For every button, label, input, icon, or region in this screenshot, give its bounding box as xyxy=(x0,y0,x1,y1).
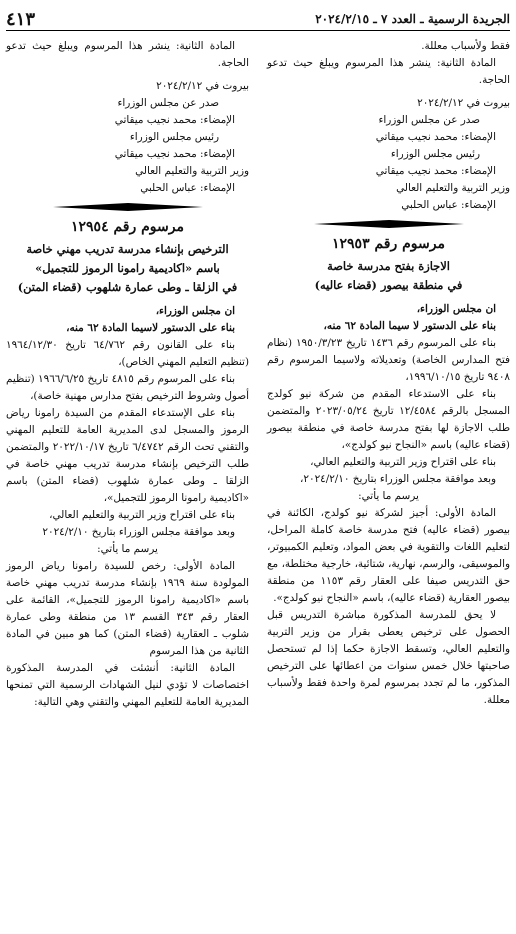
article-two: المادة الثانية: أنشئت في المدرسة المذكورة اختصاصات لا تؤدي لنيل الشهادات الرسمية التي تمنحها المديرية العامة للتعليم المهني والتقني وهي التالية: xyxy=(6,662,249,708)
article-one: المادة الأولى: رخص للسيدة رامونا رياض الرموز المولودة سنة ١٩٦٩ بإنشاء مدرسة تدريب مهني خاصة باسم «اكاديمية رامونا الرموز للتجميل»، القائمة على العقار رقم ٣٤٣ القسم ١٣ من منطقة وطى عمارة شلوب ـ العقارية (قضاء المتن) كما هو مبين في المادة الثانية من هذا المرسوم xyxy=(6,560,249,657)
paragraph: وبعد موافقة مجلس الوزراء بتاريخ ٢٠٢٤/٢/١٠، xyxy=(300,473,496,485)
divider-ornament xyxy=(314,220,464,228)
date-line: بيروت في ٢٠٢٤/٢/١٢ xyxy=(156,80,249,92)
left-column xyxy=(6,38,249,711)
issued-line: صدر عن مجلس الوزراء xyxy=(117,97,219,109)
text-line: فقط ولأسباب معللة. xyxy=(421,40,510,52)
page-header xyxy=(6,8,510,31)
decree-title: مرسوم رقم ١٢٩٥٣ xyxy=(332,236,445,252)
council-line: ان مجلس الوزراء، xyxy=(416,303,496,315)
paragraph: وبعد موافقة مجلس الوزراء بتاريخ ٢٠٢٤/٢/١٠ xyxy=(42,526,235,538)
article-two: المادة الثانية: ينشر هذا المرسوم ويبلغ حيث تدعو الحاجة. xyxy=(6,40,249,69)
paragraph: بناء على الاستدعاء المقدم من شركة نيو كولدج المسجل بالرقم ١٢/٤٥٨٤ تاريخ ٢٠٢٣/٠٥/٢٤ والمتضمن طلب الاجازة لها بفتح مدرسة خاصة في منطقة بيصور (قضاء عاليه) باسم «النجاح نيو كولدج»، xyxy=(267,388,510,451)
paragraph: بناء على اقتراح وزير التربية والتعليم العالي، xyxy=(310,456,496,468)
paragraph: يرسم ما يأتي: xyxy=(97,543,158,555)
right-column xyxy=(267,38,510,709)
minister-title: وزير التربية والتعليم العالي xyxy=(135,165,249,177)
date-line: بيروت في ٢٠٢٤/٢/١٢ xyxy=(417,97,510,109)
council-line: ان مجلس الوزراء، xyxy=(155,305,235,317)
signature-line: الإمضاء: عباس الحلبي xyxy=(401,199,496,211)
divider-ornament xyxy=(53,203,203,211)
paragraph: بناء على القانون رقم ٦٤/٧٦٢ تاريخ ١٩٦٤/١٢/٣٠ (تنظيم التعليم المهني الخاص)، xyxy=(6,339,249,368)
signature-line: الإمضاء: محمد نجيب ميقاتي xyxy=(114,114,235,126)
decree-subject: في الزلقا ـ وطى عمارة شلهوب (قضاء المتن) xyxy=(17,280,238,294)
paragraph: بناء على المرسوم رقم ١٤٣٦ تاريخ ١٩٥٠/٣/٢٣ (نظام فتح المدارس الخاصة) وتعديلاته ولاسيما المرسوم رقم ٩٤٠٨ تاريخ ١٩٩٦/١٠/١٥، xyxy=(267,337,510,383)
signature-line: الإمضاء: محمد نجيب ميقاتي xyxy=(114,148,235,160)
paragraph: بناء على المرسوم رقم ٤٨١٥ تاريخ ١٩٦٦/٦/٢٥ (تنظيم أصول وشروط الترخيص بفتح مدارس مهنية خاصة)، xyxy=(6,373,249,402)
decree-subject: الاجازة بفتح مدرسة خاصة xyxy=(327,259,450,273)
pm-title: رئيس مجلس الوزراء xyxy=(129,131,219,143)
article-one: المادة الأولى: أجيز لشركة نيو كولدج، الكائنة في بيصور (قضاء عاليه) فتح مدرسة خاصة كاملة المراحل، لتعليم اللغات والتقوية في بعض المواد، وتعليم الكمبيوتر، والموسيقى، والرسم، نهارية، شتائية، خارجية مختلطة، مع حق التدريس صيفا على العقار رقم ١١٥٣ من منطقة بيصور العقارية (قضاء عاليه)، باسم «النجاح نيو كولدج». xyxy=(267,507,510,604)
paragraph: بناء على الدستور لاسيما المادة ٦٢ منه، xyxy=(66,322,235,334)
paragraph: بناء على الدستور لا سيما المادة ٦٢ منه، xyxy=(323,320,496,332)
signature-line: الإمضاء: محمد نجيب ميقاتي xyxy=(375,165,496,177)
signature-line: الإمضاء: محمد نجيب ميقاتي xyxy=(375,131,496,143)
header-title: الجريدة الرسمية ـ العدد ٧ ـ ٢٠٢٤/٢/١٥ xyxy=(315,12,510,26)
decree-title: مرسوم رقم ١٢٩٥٤ xyxy=(71,219,184,235)
paragraph: بناء على اقتراح وزير التربية والتعليم العالي، xyxy=(49,509,235,521)
decree-subject: الترخيص بإنشاء مدرسة تدريب مهني خاصة xyxy=(26,242,229,256)
pm-title: رئيس مجلس الوزراء xyxy=(390,148,480,160)
page-number: ٤١٣ xyxy=(6,8,36,30)
minister-title: وزير التربية والتعليم العالي xyxy=(396,182,510,194)
decree-subject: في منطقة بيصور (قضاء عاليه) xyxy=(314,278,463,292)
issued-line: صدر عن مجلس الوزراء xyxy=(378,114,480,126)
paragraph: يرسم ما يأتي: xyxy=(358,490,419,502)
paragraph: بناء على الإستدعاء المقدم من السيدة رامونا رياض الرموز والمسجل لدى المديرية العامة للتعليم المهني والتقني تحت الرقم ٦/٤٧٤٢ تاريخ ٢٠٢٢/١٠/١٧ والمتضمن طلب الترخيص بإنشاء مدرسة تدريب مهني خاصة في الزلقا ـ وطى عمارة شلهوب (قضاء المتن) باسم «اكاديمية رامونا الرموز للتجميل»، xyxy=(6,407,250,504)
signature-line: الإمضاء: عباس الحلبي xyxy=(140,182,235,194)
paragraph: لا يحق للمدرسة المذكورة مباشرة التدريس قبل الحصول على ترخيص يعطى بقرار من وزير التربية والتعليم العالي، وتسقط الاجازة حكما إذا لم تستحصل صاحبتها خلال خمس سنوات من اعطائها على الترخيص المذكور، ما لم تجدد بمرسوم لمرة واحدة فقط ولأسباب معللة. xyxy=(267,609,510,706)
decree-subject: باسم «اكاديمية رامونا الرموز للتجميل» xyxy=(35,261,220,275)
article-two: المادة الثانية: ينشر هذا المرسوم ويبلغ حيث تدعو الحاجة. xyxy=(267,57,510,86)
